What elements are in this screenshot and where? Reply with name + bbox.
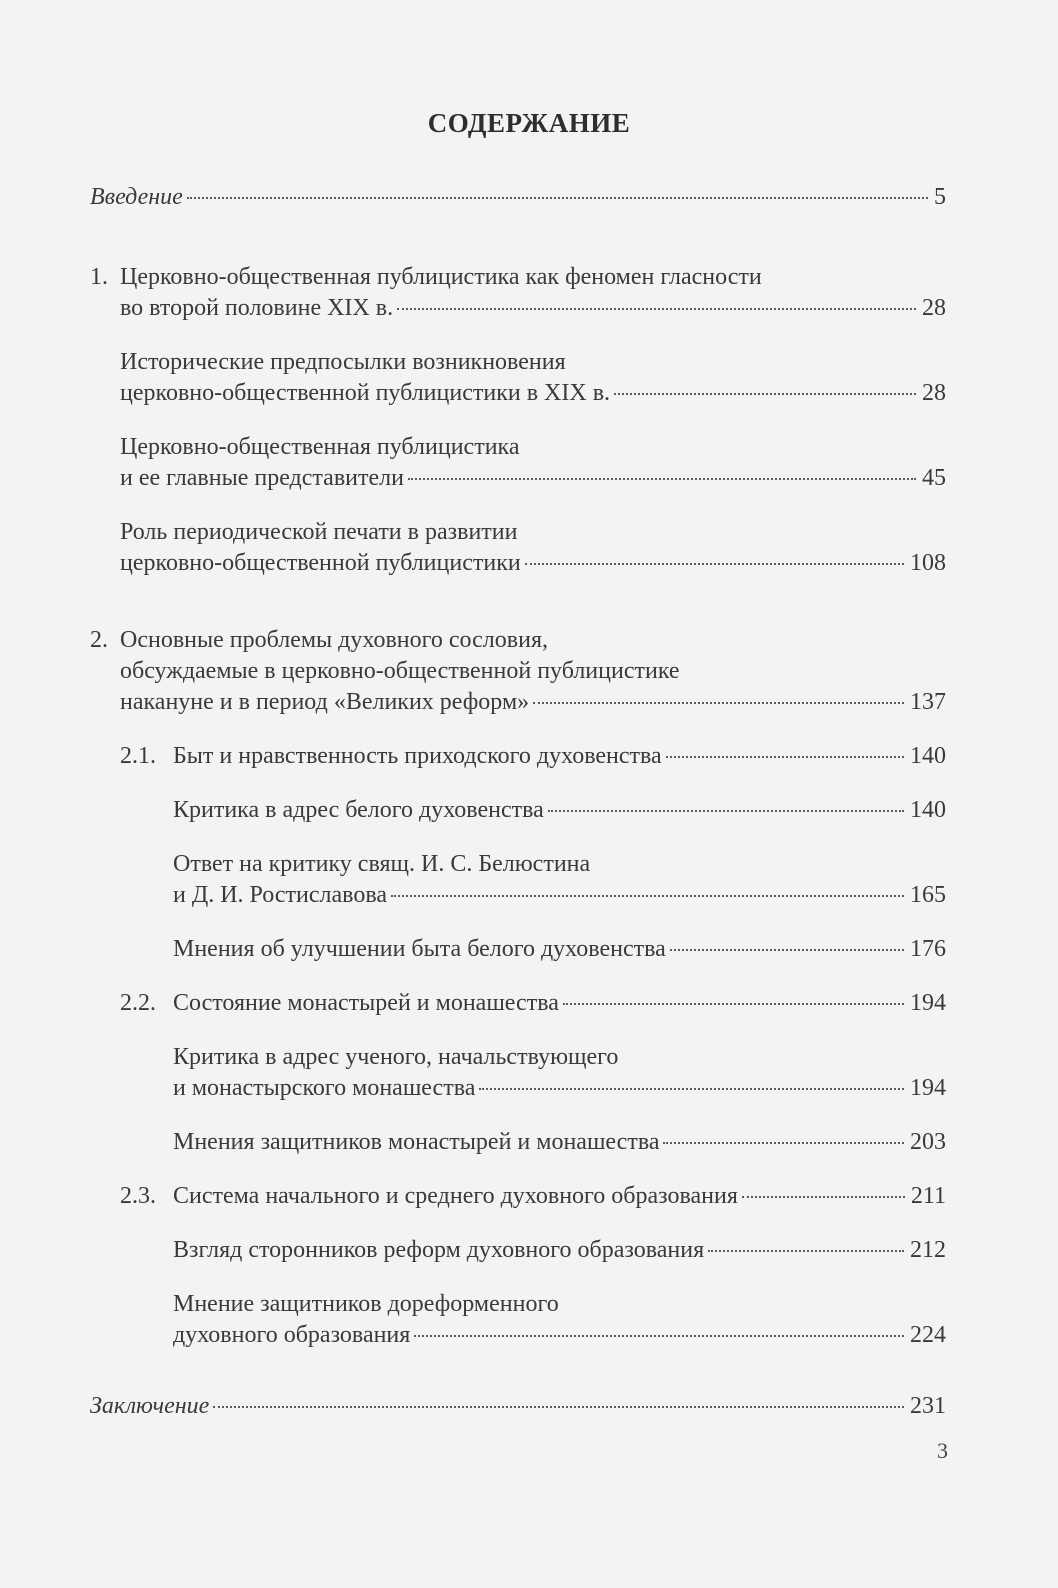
toc-entry-improvement-opinions[interactable] [90,934,946,965]
leader-dots [666,756,904,758]
toc-entry-defenders-monasteries[interactable] [90,1127,946,1158]
entry-title-line: Мнения об улучшении быта белого духовенства [173,936,666,962]
entry-title-line: обсуждаемые в церковно-общественной публицистике [120,658,680,684]
leader-dots [533,702,904,704]
toc-entry-criticism-white-clergy[interactable] [90,795,946,826]
entry-title-line: Основные проблемы духовного сословия, [120,627,548,653]
entry-title: Заключение [90,1393,210,1419]
page-ref: 194 [910,1075,946,1101]
section-number: 2.1. [120,743,156,769]
page-ref: 212 [910,1237,946,1263]
leader-dots [525,563,904,565]
toc-entry-reform-supporters[interactable] [90,1235,946,1266]
entry-title-line: и Д. И. Ростиславова [173,882,387,908]
toc-entry-section-2-2[interactable] [90,988,946,1019]
leader-dots [408,478,916,480]
toc-entry-response-to-criticism[interactable] [90,849,946,911]
page-ref: 211 [910,1183,946,1209]
entry-title-line: и ее главные представители [120,465,404,491]
entry-title-line: Церковно-общественная публицистика как феномен гласности [120,264,762,290]
leader-dots [414,1335,904,1337]
page-ref: 28 [922,295,946,321]
page-ref: 28 [922,380,946,406]
leader-dots [708,1250,904,1252]
page-ref: 108 [910,550,946,576]
page-ref: 224 [910,1322,946,1348]
page-ref: 45 [922,465,946,491]
leader-dots [391,895,904,897]
toc-entry-pre-reform-defenders[interactable] [90,1289,946,1351]
page-ref: 231 [910,1393,946,1419]
toc-entry-chapter-1[interactable] [90,262,946,324]
chapter-number: 2. [90,627,108,653]
page-ref: 165 [910,882,946,908]
page-ref: 5 [934,184,946,210]
entry-title-line: Критика в адрес белого духовенства [173,797,544,823]
entry-title-line: Исторические предпосылки возникновения [120,349,566,375]
entry-title-line: Мнения защитников монастырей и монашества [173,1129,660,1155]
entry-title-line: церковно-общественной публицистики [120,550,521,576]
entry-title-line: церковно-общественной публицистики в XIX в. [120,380,611,406]
page-ref: 176 [910,936,946,962]
page-ref: 140 [910,797,946,823]
toc-entry-chapter-2[interactable] [90,625,946,718]
leader-dots [187,197,928,199]
section-number: 2.3. [120,1183,156,1209]
entry-title-line: Роль периодической печати в развитии [120,519,518,545]
leader-dots [670,949,904,951]
toc-entry-section-2-3[interactable] [90,1181,946,1212]
leader-dots [742,1196,905,1198]
section-number: 2.2. [120,990,156,1016]
page-ref: 194 [910,990,946,1016]
page-ref: 140 [910,743,946,769]
toc-entry-introduction[interactable] [90,182,946,213]
entry-title-line: Ответ на критику свящ. И. С. Белюстина [173,851,591,877]
entry-title-line: накануне и в период «Великих реформ» [120,689,530,715]
entry-title-line: Быт и нравственность приходского духовенства [173,743,662,769]
entry-title-line: Мнение защитников дореформенного [173,1291,559,1317]
entry-title-line: Система начального и среднего духовного образования [173,1183,738,1209]
toc-entry-criticism-monasticism[interactable] [90,1042,946,1104]
entry-title-line: духовного образования [173,1322,411,1348]
entry-title: Введение [90,184,183,210]
table-of-contents [90,178,946,1422]
entry-title-line: Состояние монастырей и монашества [173,990,559,1016]
toc-entry-historical-preconditions[interactable] [90,347,946,409]
entry-title-line: и монастырского монашества [173,1075,476,1101]
page-number: 3 [937,1438,948,1463]
page-title: СОДЕРЖАНИЕ [427,108,631,138]
leader-dots [479,1088,904,1090]
entry-title-line: Взгляд сторонников реформ духовного образования [173,1237,705,1263]
chapter-number: 1. [90,264,108,290]
page-ref: 137 [910,689,946,715]
leader-dots [563,1003,904,1005]
leader-dots [614,393,916,395]
entry-title-line: во второй половине XIX в. [120,295,394,321]
entry-title-line: Церковно-общественная публицистика [120,434,520,460]
leader-dots [397,308,916,310]
page-ref: 203 [910,1129,946,1155]
toc-entry-periodical-press[interactable] [90,517,946,579]
entry-title-line: Критика в адрес ученого, начальствующего [173,1044,619,1070]
toc-entry-section-2-1[interactable] [90,741,946,772]
leader-dots [548,810,904,812]
toc-entry-conclusion[interactable] [90,1391,946,1422]
leader-dots [663,1142,904,1144]
toc-entry-main-representatives[interactable] [90,432,946,494]
leader-dots [213,1406,904,1408]
